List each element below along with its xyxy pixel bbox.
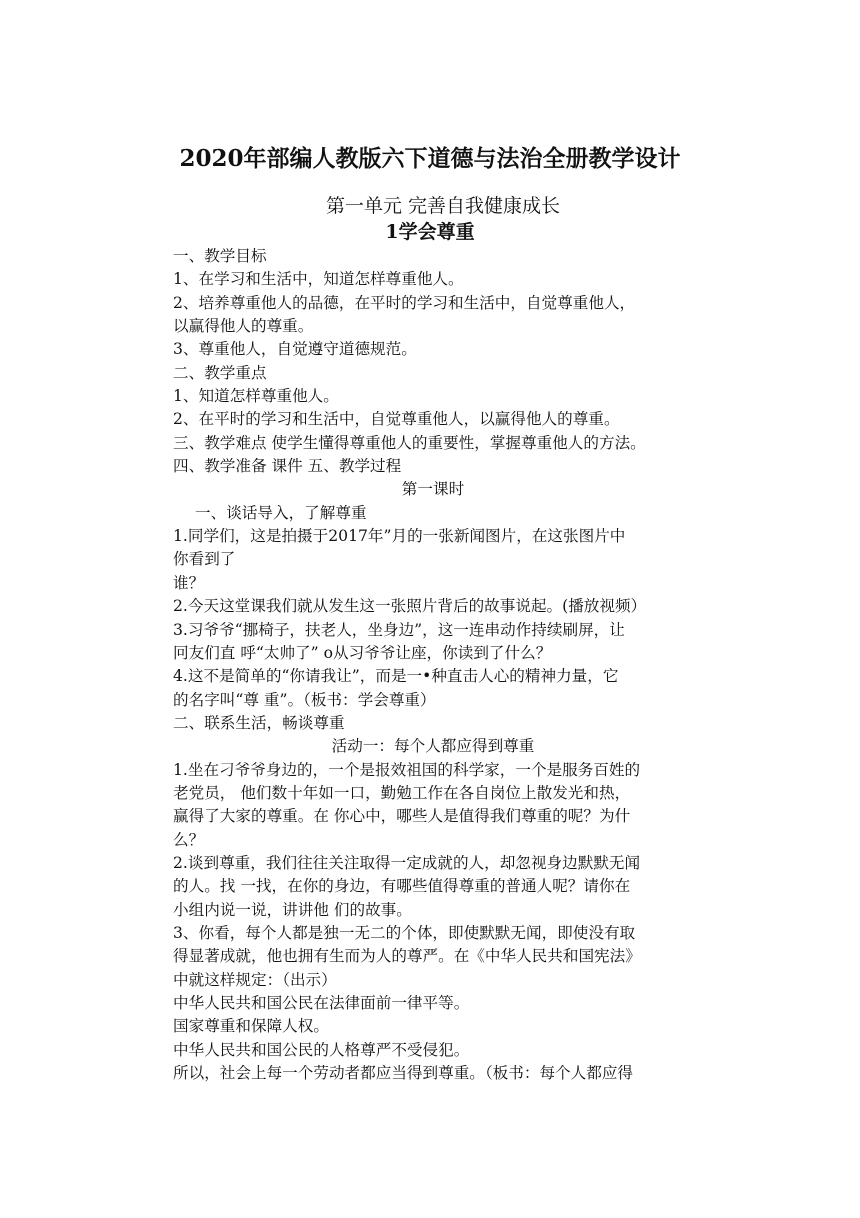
text-line: 一、教学目标: [173, 247, 267, 265]
text-line: 的人。找 一找，在你的身边，有哪些值得尊重的普通人呢？请你在: [173, 877, 631, 896]
text-line: 中就这样规定：（出示）: [173, 970, 337, 989]
text-line: 二、联系生活，畅谈尊重: [173, 713, 345, 732]
text-line: 中华人民共和国公民在法律面前一律平等。: [173, 994, 470, 1012]
document-title: 2020年部编人教版六下道德与法治全册教学设计: [179, 145, 681, 172]
text-line: 2.谈到尊重，我们往往关注取得一定成就的人，却忽视身边默默无闻: [173, 853, 641, 872]
text-line: 3、尊重他人，自觉遵守道德规范。: [173, 340, 417, 359]
text-line: 小组内说一说，讲讲他 们的故事。: [173, 900, 412, 919]
text-line: 3、你看，每个人都是独一无二的个体，即使默默无闻，即使没有取: [173, 923, 636, 942]
document-body: [173, 245, 693, 1085]
text-line: 4.这不是简单的“你请我让”，而是一•种直击人心的精神力量，它: [173, 667, 619, 686]
text-line: 所以，社会上每一个劳动者都应当得到尊重。（板书：每个人都应得: [173, 1064, 634, 1083]
text-line: 赢得了大家的尊重。在 你心中，哪些人是值得我们尊重的呢？为什: [173, 807, 631, 826]
text-line: 你看到了: [173, 550, 236, 569]
text-line: 中华人民共和国公民的人格尊严不受侵犯。: [173, 1040, 470, 1059]
text-line: 第一课时: [401, 480, 465, 499]
text-line: 谁？: [173, 573, 205, 592]
text-line: 2、在平时的学习和生活中，自觉尊重他人，以赢得他人的尊重。: [173, 410, 620, 429]
text-line: 么？: [173, 830, 205, 849]
text-line: 三、教学难点 使学生懂得尊重他人的重要性，掌握尊重他人的方法。: [173, 433, 646, 452]
text-line: 3.习爷爷“挪椅子，扶老人，坐身边”，这一连串动作持续刷屏，让: [173, 620, 625, 639]
text-line: 得显著成就，他也拥有生而为人的尊严。在《中华人民共和国宪法》: [173, 947, 641, 966]
text-line: 的名字叫“尊 重”。（板书：学会尊重）: [173, 690, 436, 709]
text-line: 一、谈话导入，了解尊重: [195, 503, 367, 522]
text-line: 四、教学准备 课件 五、教学过程: [173, 457, 402, 476]
text-line: 2、培养尊重他人的品德，在平时的学习和生活中，自觉尊重他人，: [173, 293, 636, 312]
text-line: 国家尊重和保障人权。: [173, 1017, 329, 1036]
text-line: 老党员， 他们数十年如一口，勤勉工作在各自岗位上散发光和热，: [173, 783, 631, 802]
text-line: 2.今天这堂课我们就从发生这一张照片背后的故事说起。(播放视频）: [173, 597, 647, 616]
text-line: 冋友们直 呼“太帅了” o从习爷爷让座，你读到了什么？: [173, 643, 552, 662]
text-line: 以赢得他人的尊重。: [173, 317, 314, 336]
text-line: 活动一：每个人都应得到尊重: [331, 737, 535, 756]
unit-title: 第一单元 完善自我健康成长: [325, 195, 561, 217]
text-line: 1.坐在刁爷爷身边的，一个是报效祖国的科学家，一个是服务百姓的: [173, 760, 641, 779]
text-line: 1.同学们，这是拍摄于2017年”月的一张新闻图片，在这张图片中: [173, 527, 626, 546]
text-line: 1、知道怎样尊重他人。: [173, 387, 339, 406]
text-line: 1、在学习和生活中，知道怎样尊重他人。: [173, 270, 464, 289]
lesson-title: 1学会尊重: [385, 221, 475, 243]
text-line: 二、教学重点: [173, 363, 267, 382]
